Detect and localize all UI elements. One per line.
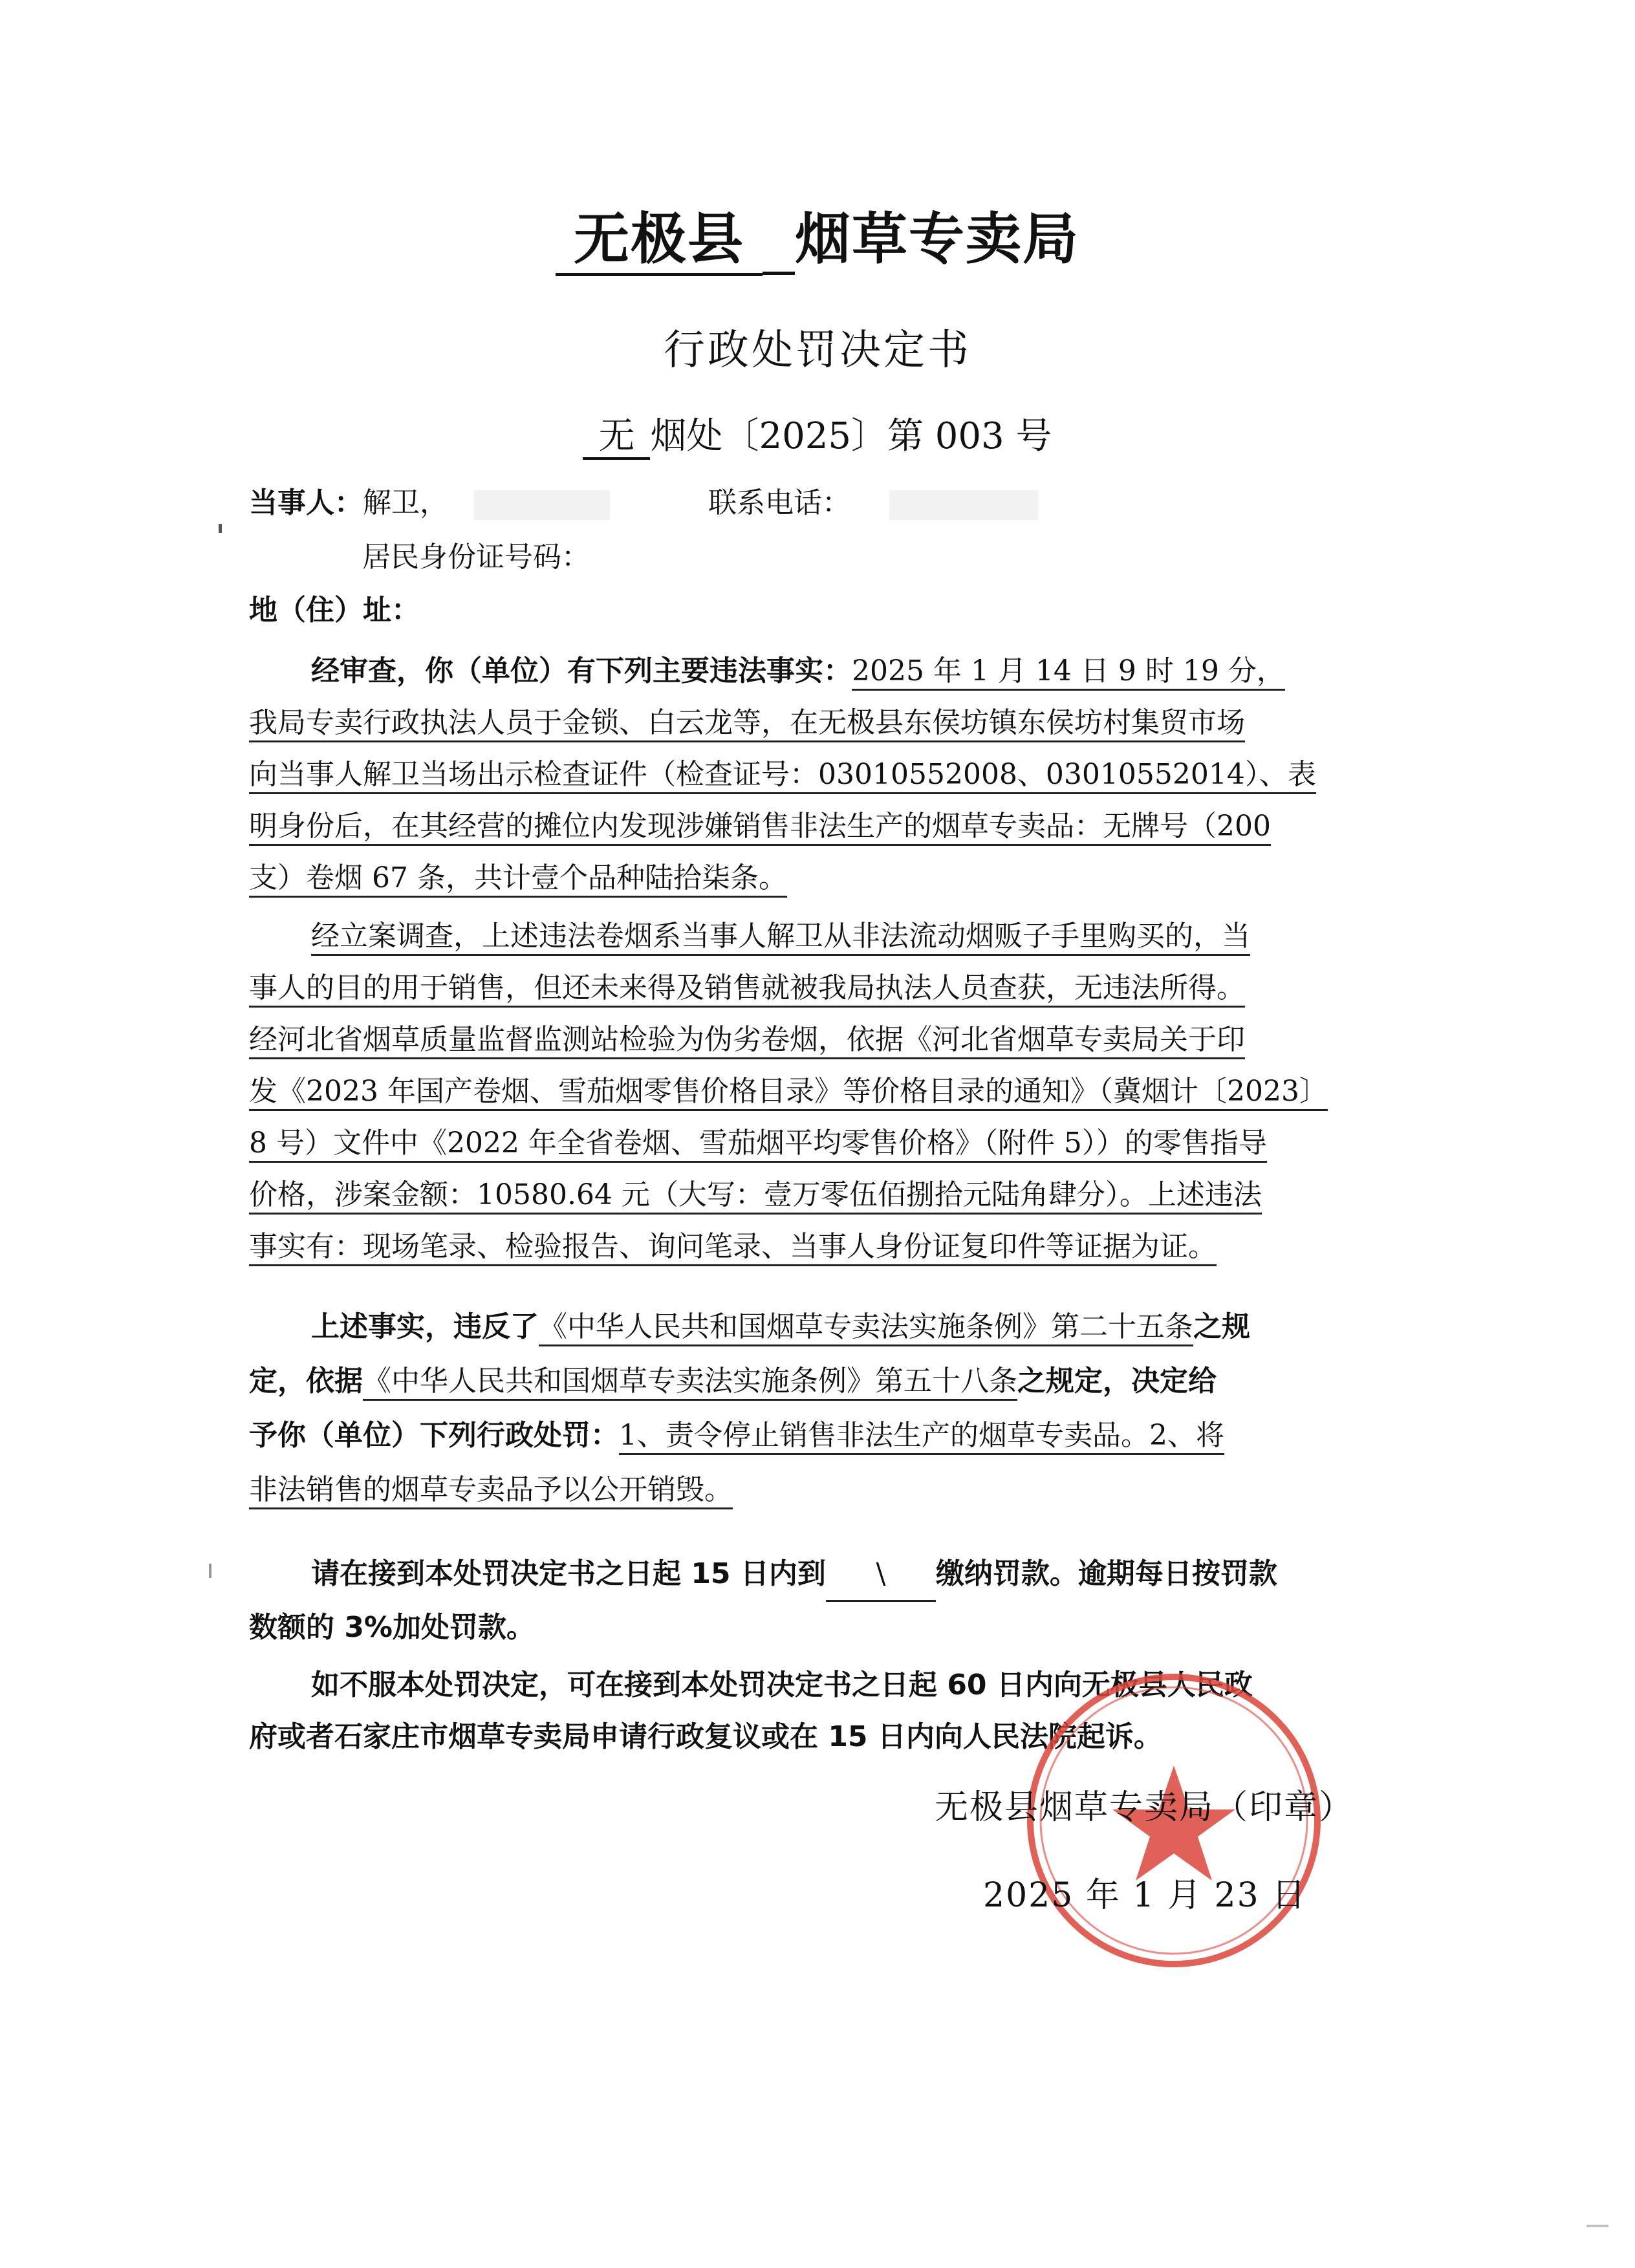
agency-name: 烟草专卖局 — [795, 207, 1079, 272]
number-prefix: 无 — [583, 415, 650, 460]
agency-title — [0, 194, 1635, 275]
decision-line-3: 予你（单位）下列行政处罚：1、责令停止销售非法生产的烟草专卖品。2、将 — [249, 1409, 1368, 1463]
issuer-signature: 无极县烟草专卖局（印章） — [935, 1788, 1354, 1827]
facts-line-5: 支）卷烟 67 条，共计壹个品种陆拾柒条。 — [249, 852, 1368, 904]
id-row — [362, 541, 590, 575]
payment-line-2: 数额的 3%加处罚款。 — [249, 1611, 536, 1644]
facts-lead: 经审查，你（单位）有下列主要违法事实： — [311, 654, 852, 687]
violated-law: 《中华人民共和国烟草专卖法实施条例》第二十五条 — [539, 1310, 1193, 1346]
address-row — [249, 594, 420, 628]
investigation-line-2: 事人的目的用于销售，但还未来得及销售就被我局执法人员查获，无违法所得。 — [249, 962, 1368, 1014]
facts-line-3: 向当事人解卫当场出示检查证件（检查证号：03010552008、03010552014）、表 — [249, 749, 1368, 801]
phone-label: 联系电话： — [708, 486, 850, 519]
investigation-line-6: 价格，涉案金额：10580.64 元（大写：壹万零伍佰捌拾元陆角肆分）。上述违法 — [249, 1169, 1368, 1221]
investigation-paragraph — [249, 911, 1368, 1273]
decision-line-1: 上述事实，违反了《中华人民共和国烟草专卖法实施条例》第二十五条之规 — [249, 1300, 1368, 1354]
investigation-line-3: 经河北省烟草质量监督监测站检验为伪劣卷烟，依据《河北省烟草专卖局关于印 — [249, 1014, 1368, 1066]
appeal-line-1: 如不服本处罚决定，可在接到本处罚决定书之日起 60 日内向无极县人民政 — [311, 1669, 1253, 1701]
phone-row — [708, 486, 1038, 521]
payment-location-blank: \ — [826, 1548, 936, 1602]
payment-line-1: 请在接到本处罚决定书之日起 15 日内到 \ 缴纳罚款。逾期每日按罚款 — [249, 1548, 1368, 1602]
scan-mark — [209, 1564, 211, 1578]
number-rest: 烟处〔2025〕第 003 号 — [650, 415, 1052, 457]
facts-paragraph — [249, 645, 1368, 904]
penalty-2: 非法销售的烟草专卖品予以公开销毁。 — [249, 1473, 733, 1509]
address-label: 地（住）址： — [249, 594, 420, 627]
investigation-line-5: 8 号）文件中《2022 年全省卷烟、雪茄烟平均零售价格》（附件 5））的零售指导 — [249, 1118, 1368, 1169]
investigation-line-1: 经立案调查，上述违法卷烟系当事人解卫从非法流动烟贩子手里购买的，当 — [249, 911, 1368, 962]
facts-time: 2025 年 1 月 14 日 9 时 19 分， — [852, 654, 1285, 691]
scan-mark — [219, 524, 222, 533]
id-label: 居民身份证号码： — [362, 541, 590, 574]
party-row — [249, 486, 610, 521]
county-name: 无极县 — [556, 207, 763, 276]
decision-line-4 — [249, 1463, 1368, 1517]
redacted-gender — [474, 490, 610, 520]
basis-law: 《中华人民共和国烟草专卖法实施条例》第五十八条 — [363, 1365, 1017, 1401]
investigation-line-4: 发《2023 年国产卷烟、雪茄烟零售价格目录》等价格目录的通知》（冀烟计〔2023〕 — [249, 1066, 1368, 1118]
decision-paragraph — [249, 1300, 1368, 1517]
redacted-phone — [889, 490, 1038, 520]
facts-line-1 — [249, 645, 1368, 697]
party-label: 当事人： — [249, 486, 363, 519]
investigation-line-7: 事实有：现场笔录、检验报告、询问笔录、当事人身份证复印件等证据为证。 — [249, 1221, 1368, 1273]
penalty-1: 1、责令停止销售非法生产的烟草专卖品。2、将 — [619, 1419, 1224, 1455]
facts-line-2: 我局专卖行政执法人员于金锁、白云龙等，在无极县东侯坊镇东侯坊村集贸市场 — [249, 697, 1368, 749]
scan-mark — [1586, 2225, 1608, 2227]
decision-line-2: 定，依据《中华人民共和国烟草专卖法实施条例》第五十八条之规定，决定给 — [249, 1354, 1368, 1409]
appeal-line-2: 府或者石家庄市烟草专卖局申请行政复议或在 15 日内向人民法院起诉。 — [249, 1720, 1162, 1753]
party-name: 解卫， — [363, 486, 448, 519]
document-number — [0, 407, 1635, 459]
title-underline-gap — [763, 207, 795, 275]
facts-line-4: 明身份后，在其经营的摊位内发现涉嫌销售非法生产的烟草专卖品：无牌号（200 — [249, 801, 1368, 852]
issue-date: 2025 年 1 月 23 日 — [983, 1876, 1307, 1915]
payment-paragraph — [249, 1548, 1368, 1654]
document-type: 行政处罚决定书 — [664, 327, 971, 374]
